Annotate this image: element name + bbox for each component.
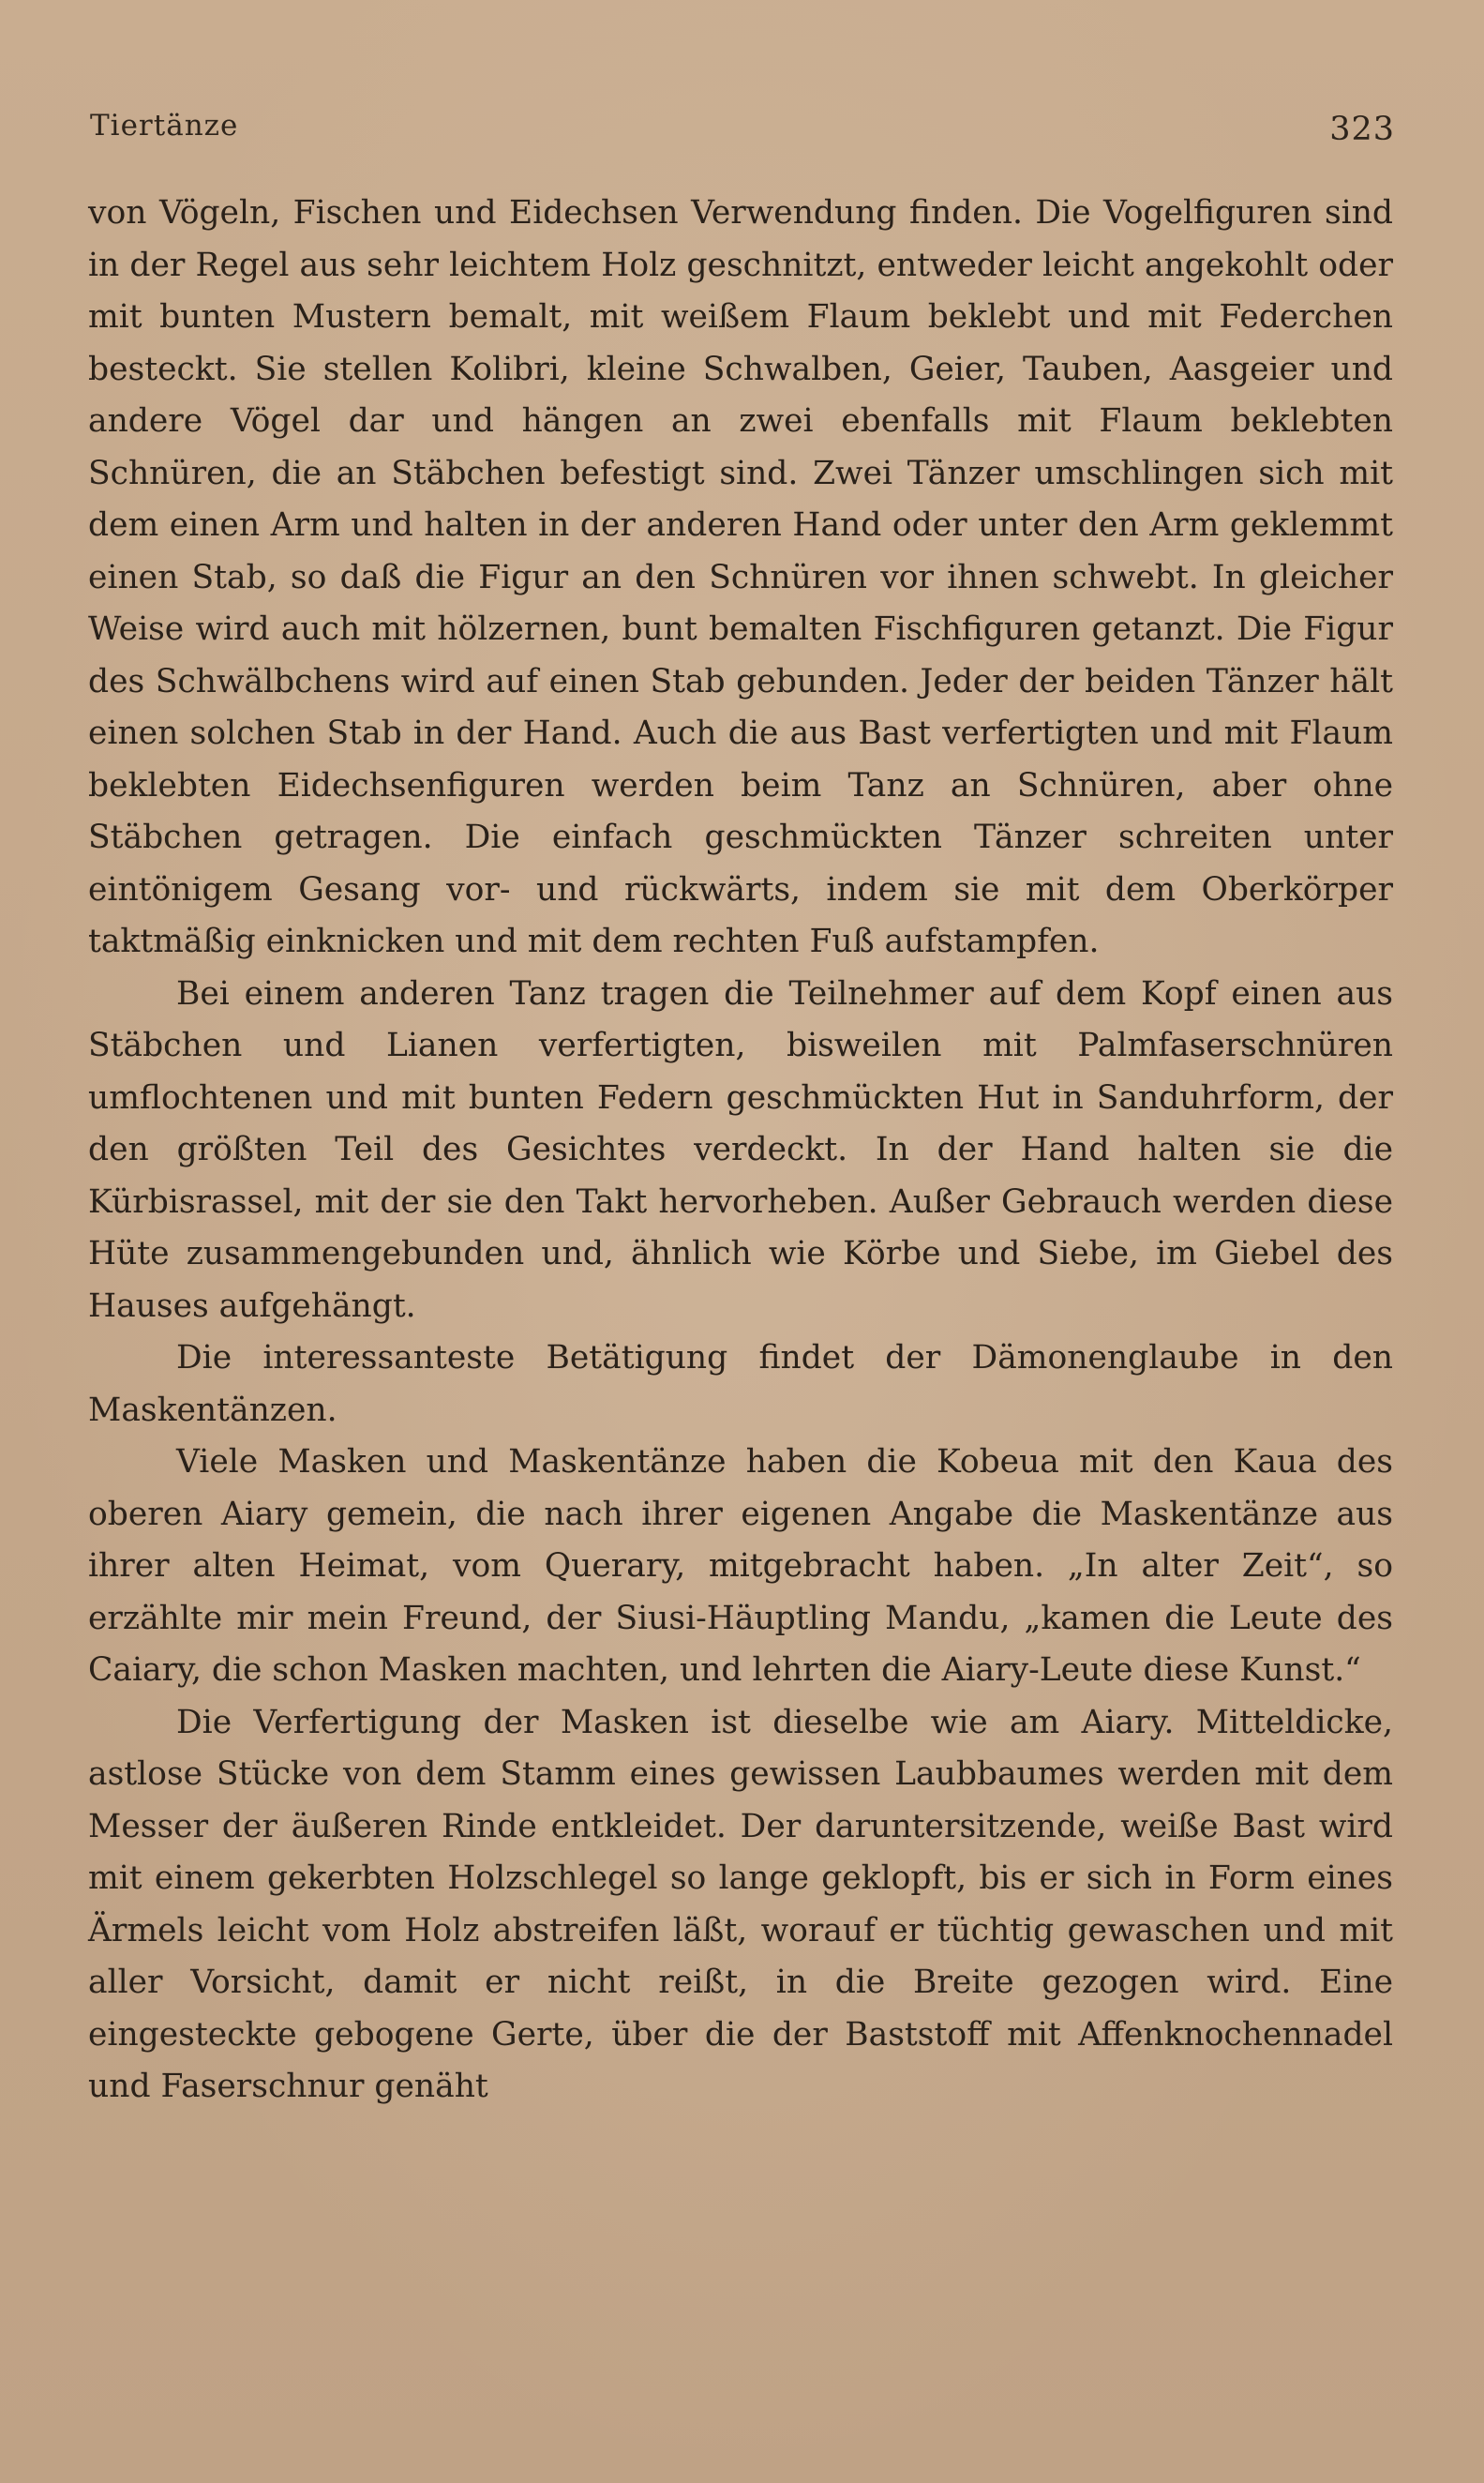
running-head bbox=[90, 105, 1395, 161]
page-number: 323 bbox=[1329, 111, 1395, 148]
running-title: Tiertänze bbox=[90, 109, 239, 143]
paragraph-vogelfiguren: von Vögeln, Fischen und Eidechsen Verwendung finden. Die Vogelfiguren sind in der Regel aus sehr leichtem Holz geschnitzt, entweder leicht angekohlt oder mit bunten Mustern bemalt, mit weißem Flaum beklebt und mit Federchen besteckt. Sie stellen Kolibri, kleine Schwalben, Geier, Tauben, Aasgeier und andere Vögel dar und hängen an zwei ebenfalls mit Flaum beklebten Schnüren, die an Stäbchen befestigt sind. Zwei Tänzer umschlingen sich mit dem einen Arm und halten in der anderen Hand oder unter den Arm geklemmt einen Stab, so daß die Figur an den Schnüren vor ihnen schwebt. In gleicher Weise wird auch mit hölzernen, bunt bemalten Fischfiguren getanzt. Die Figur des Schwälbchens wird auf einen Stab gebunden. Jeder der beiden Tänzer hält einen solchen Stab in der Hand. Auch die aus Bast verfertigten und mit Flaum beklebten Eidechsenfiguren werden beim Tanz an Schnüren, aber ohne Stäbchen getragen. Die einfach geschmückten Tänzer schreiten unter eintönigem Gesang vor- und rückwärts, indem sie mit dem Oberkörper taktmäßig einknicken und mit dem rechten Fuß aufstampfen. bbox=[88, 194, 1393, 960]
paragraph-verfertigung: Die Verfertigung der Masken ist dieselbe wie am Aiary. Mitteldicke, astlose Stücke von dem Stamm eines gewissen Laubbaumes werden mit dem Messer der äußeren Rinde entkleidet. Der daruntersitzende, weiße Bast wird mit einem gekerbten Holzschlegel so lange geklopft, bis er sich in Form eines Ärmels leicht vom Holz abstreifen läßt, worauf er tüchtig gewaschen und mit aller Vorsicht, damit er nicht reißt, in die Breite gezogen wird. Eine eingesteckte gebogene Gerte, über die der Baststoff mit Affenknochennadel und Faserschnur genäht bbox=[88, 1703, 1393, 2105]
paragraph-daemonenglaube: Die interessanteste Betätigung findet der Dämonenglaube in den Maskentänzen. bbox=[88, 1339, 1393, 1429]
paragraph-huttanz: Bei einem anderen Tanz tragen die Teilnehmer auf dem Kopf einen aus Stäbchen und Lianen verfertigten, bisweilen mit Palmfaserschnüren umflochtenen und mit bunten Federn geschmückten Hut in Sanduhrform, der den größten Teil des Gesichtes verdeckt. In der Hand halten sie die Kürbisrassel, mit der sie den Takt hervorheben. Außer Gebrauch werden diese Hüte zusammengebunden und, ähnlich wie Körbe und Siebe, im Giebel des Hauses aufgehängt. bbox=[88, 974, 1393, 1325]
body-text bbox=[88, 188, 1393, 2114]
paragraph-maskentaenze: Viele Masken und Maskentänze haben die Kobeua mit den Kaua des oberen Aiary gemein, die nach ihrer eigenen Angabe die Maskentänze aus ihrer alten Heimat, vom Querary, mitgebracht haben. „In alter Zeit“, so erzählte mir mein Freund, der Siusi-Häuptling Mandu, „kamen die Leute des Caiary, die schon Masken machten, und lehrten die Aiary-Leute diese Kunst.“ bbox=[88, 1443, 1393, 1689]
